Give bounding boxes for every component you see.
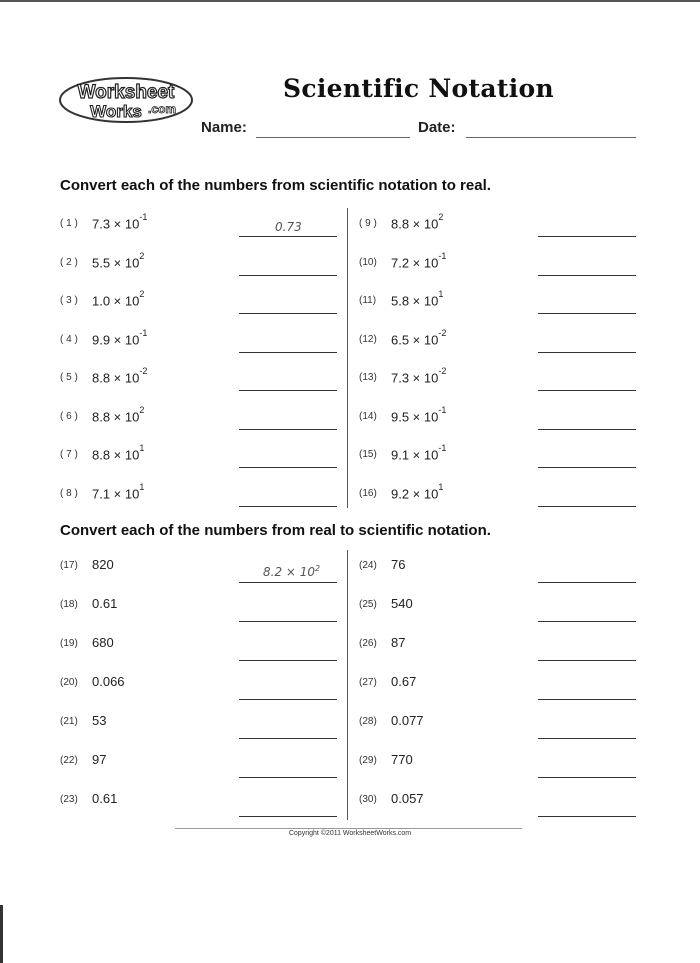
problem-expression [391,443,447,463]
expression-base: 9.5 × 10 [391,408,439,424]
problem-number: (16) [359,487,377,499]
expression-base: 1.0 × 10 [92,293,140,309]
answer-line[interactable] [538,467,636,468]
expression-base: 9.9 × 10 [92,331,140,347]
problem-number: (21) [60,716,78,727]
problem-expression [391,289,444,309]
problem-value: 0.67 [391,674,417,689]
problem-value: 0.61 [92,596,118,611]
problem-value: 540 [391,596,413,611]
problem-number: ( 7 ) [60,449,78,460]
answer-line[interactable] [538,313,636,314]
answer-line[interactable] [239,236,337,237]
problem-item [359,366,649,402]
problem-item [359,557,649,590]
answer-line[interactable] [239,275,337,276]
problem-expression [391,404,447,424]
problem-item [359,596,649,629]
section1-heading: Convert each of the numbers from scientific notation to real. [60,177,491,194]
expression-base: 8.8 × 10 [92,408,140,424]
answer-line[interactable] [538,582,636,583]
name-label: Name: [201,119,247,136]
problem-value: 97 [92,752,107,767]
expression-exponent: 1 [139,481,145,492]
expression-base: 6.5 × 10 [391,331,439,347]
expression-exponent: -1 [139,327,148,338]
problem-number: (23) [60,794,78,805]
expression-base: 8.8 × 10 [92,370,140,386]
problem-value: 0.066 [92,674,125,689]
problem-expression [92,289,145,309]
answer-line[interactable] [239,660,337,661]
problem-item [60,327,350,364]
problem-item [60,713,350,746]
expression-base: 8.8 × 10 [92,447,140,463]
expression-exponent: 1 [438,481,444,492]
answer-line[interactable] [239,738,337,739]
problem-number: ( 2 ) [60,256,78,268]
name-field[interactable] [256,137,410,138]
answer-line[interactable] [538,816,636,817]
answer-line[interactable] [239,777,337,778]
expression-base: 7.3 × 10 [92,216,140,232]
problem-value: 680 [92,635,114,650]
handwritten-answer [263,564,320,579]
problem-item [359,289,649,325]
problem-number: (29) [359,755,377,766]
problem-item [60,366,350,402]
problem-item [359,404,649,441]
problem-number: ( 9 ) [359,218,377,229]
problem-value: 0.077 [391,713,424,728]
problem-number: (30) [359,794,377,805]
problem-number: ( 4 ) [60,333,78,345]
expression-exponent: 1 [438,289,444,299]
problem-item [60,481,350,518]
problem-value: 820 [92,557,114,572]
problem-number: (10) [359,256,377,268]
expression-exponent: -1 [139,212,148,222]
problem-number: (11) [359,295,377,306]
expression-base: 5.8 × 10 [391,293,439,309]
problem-number: (27) [359,677,377,688]
problem-item [60,596,350,629]
expression-base: 7.1 × 10 [92,485,140,501]
problem-value: 770 [391,752,413,767]
problem-expression [92,443,145,463]
problem-expression [92,250,145,270]
problem-number: ( 5 ) [60,372,78,383]
expression-exponent: -2 [438,366,447,376]
expression-base: 7.2 × 10 [391,254,439,270]
problem-number: (22) [60,755,78,766]
problem-item [60,289,350,325]
expression-exponent: -1 [438,443,447,453]
answer-line[interactable] [538,236,636,237]
expression-exponent: 2 [139,404,145,415]
problem-number: ( 1 ) [60,218,78,229]
date-label: Date: [418,119,456,136]
problem-value: 0.61 [92,791,118,806]
expression-base: 9.1 × 10 [391,447,439,463]
problem-item [60,212,350,248]
answer-line[interactable] [538,699,636,700]
expression-exponent: -1 [438,404,447,415]
scan-edge-mark [0,905,3,963]
problem-item [359,212,649,248]
problem-item [359,674,649,707]
expression-exponent: 1 [139,443,145,453]
problem-number: (15) [359,449,377,460]
svg-text:Works: Works [90,102,142,121]
date-field[interactable] [466,137,636,138]
expression-base: 9.2 × 10 [391,485,439,501]
problem-expression [391,327,447,347]
problem-expression [391,212,444,232]
copyright-text: Copyright ©2011 WorksheetWorks.com [288,830,412,837]
problem-expression [92,366,148,386]
answer-line[interactable] [239,313,337,314]
expression-base: 8.8 × 10 [391,216,439,232]
answer-line[interactable] [239,429,337,430]
answer-line[interactable] [239,390,337,391]
problem-item [359,713,649,746]
problem-item [60,791,350,824]
worksheetworks-logo [58,76,194,124]
page-top-edge [0,0,700,2]
expression-exponent: -2 [139,366,148,376]
answer-line[interactable] [239,467,337,468]
answer-line[interactable] [239,506,337,507]
svg-text:Worksheet: Worksheet [77,82,175,103]
problem-item [60,674,350,707]
svg-text:.com: .com [147,102,177,116]
answer-exponent: 2 [315,564,321,573]
answer-line[interactable] [239,816,337,817]
problem-expression [391,366,447,386]
answer-line[interactable] [538,429,636,430]
problem-item [60,635,350,668]
answer-line[interactable] [538,390,636,391]
problem-item [60,443,350,479]
section2-heading: Convert each of the numbers from real to scientific notation. [60,522,491,539]
answer-base: 8.2 × 10 [263,565,316,579]
problem-number: ( 3 ) [60,295,78,306]
problem-value: 0.057 [391,791,424,806]
expression-exponent: -1 [438,250,447,261]
problem-number: (20) [60,677,78,688]
problem-item [359,791,649,824]
answer-line[interactable] [538,621,636,622]
problem-number: (18) [60,599,78,610]
answer-line[interactable] [239,582,337,583]
problem-item [60,404,350,441]
handwritten-answer: 0.73 [275,220,302,234]
expression-base: 7.3 × 10 [391,370,439,386]
expression-exponent: 2 [139,250,145,261]
problem-value: 53 [92,713,107,728]
answer-line[interactable] [538,777,636,778]
problem-item [359,443,649,479]
problem-expression [92,481,145,501]
answer-line[interactable] [538,660,636,661]
problem-item [359,752,649,785]
problem-number: (25) [359,599,377,610]
problem-number: (17) [60,560,78,571]
answer-line[interactable] [239,352,337,353]
problem-item [60,752,350,785]
problem-expression [391,481,444,501]
problem-expression [92,327,148,347]
expression-exponent: -2 [438,327,447,338]
expression-exponent: 2 [438,212,444,222]
problem-item [60,250,350,287]
footer-rule [175,828,522,829]
problem-item [359,327,649,364]
expression-base: 5.5 × 10 [92,254,140,270]
answer-line[interactable] [538,738,636,739]
problem-number: (24) [359,560,377,571]
answer-line[interactable] [538,506,636,507]
problem-number: (28) [359,716,377,727]
problem-number: (19) [60,638,78,649]
problem-number: (14) [359,410,377,422]
problem-number: ( 6 ) [60,410,78,422]
problem-item [359,481,649,518]
problem-expression [391,250,447,270]
answer-line[interactable] [538,352,636,353]
answer-line[interactable] [538,275,636,276]
problem-expression [92,212,148,232]
expression-exponent: 2 [139,289,145,299]
problem-item [359,250,649,287]
problem-item [359,635,649,668]
problem-value: 87 [391,635,406,650]
problem-number: ( 8 ) [60,487,78,499]
problem-number: (12) [359,333,377,345]
worksheet-title: Scientific Notation [283,74,554,103]
problem-number: (26) [359,638,377,649]
problem-number: (13) [359,372,377,383]
problem-expression [92,404,145,424]
answer-line[interactable] [239,699,337,700]
problem-value: 76 [391,557,406,572]
answer-line[interactable] [239,621,337,622]
